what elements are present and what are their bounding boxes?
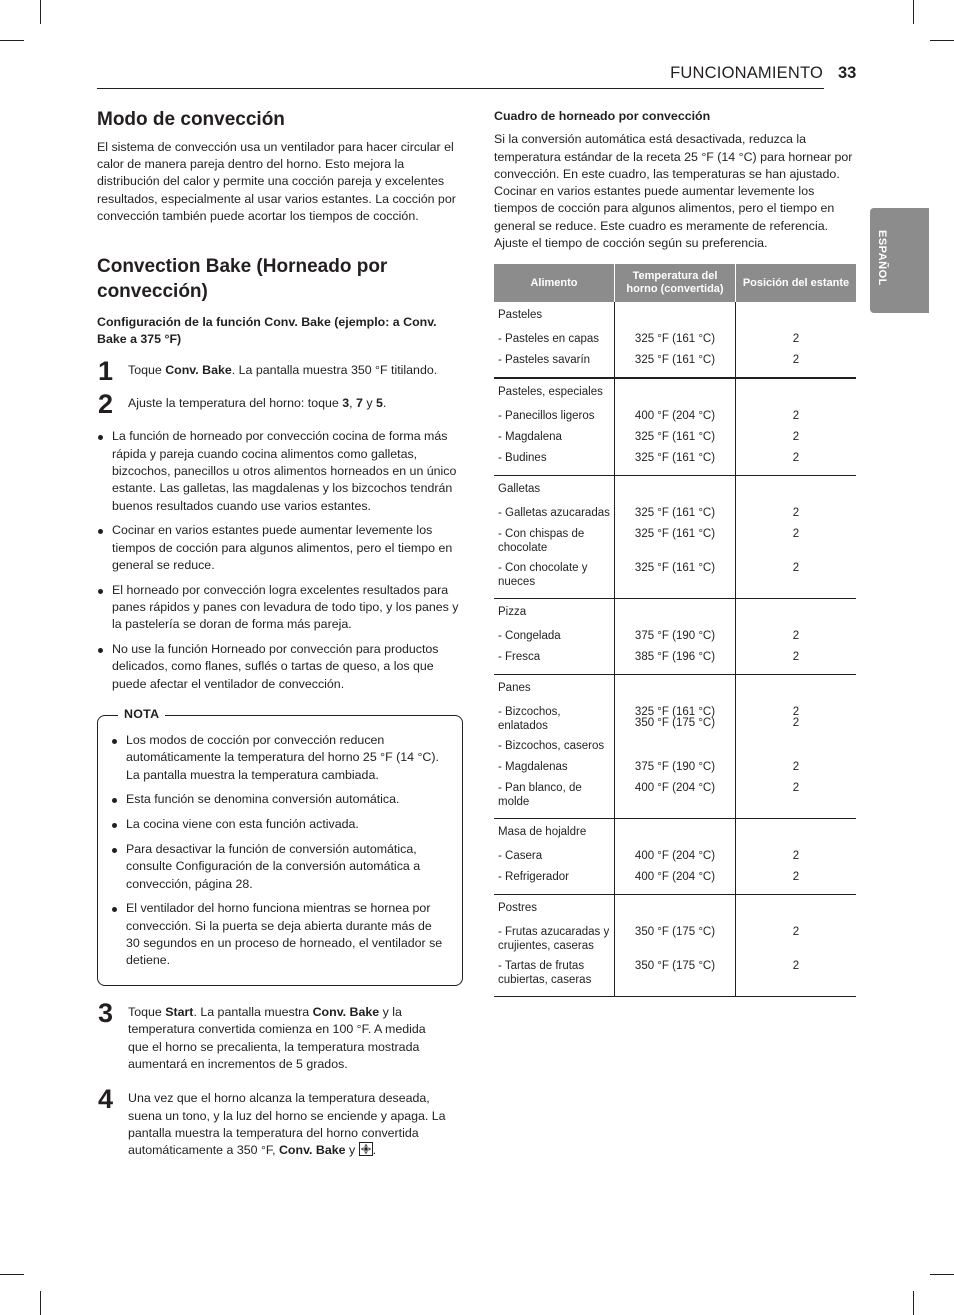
rack-value: 2 (792, 926, 800, 939)
food-cell (494, 675, 615, 819)
food-item: - Tartas de frutas cubiertas, caseras (498, 960, 592, 986)
rack-value: 2 (792, 410, 800, 423)
step-text: Toque Start. La pantalla muestra Conv. Bake y la temperatura convertida comienza en 100 °F. A medida que el horno se precalienta, la temperatura mostrada aumentará en incrementos de 5 grados. (128, 1005, 426, 1071)
intro-paragraph: El sistema de convección usa un ventilador para hacer circular el calor de manera pareja dentro del horno. Esto mejora la distribución del calor y permite una cocción pareja y excelentes resultados, especialmente al usar varios estantes. La cocción por convección también puede acortar los tiempos de cocción. (97, 139, 456, 223)
table-row (494, 302, 856, 378)
food-cell (494, 895, 615, 997)
rack-cell (736, 675, 857, 819)
rack-cell (736, 599, 857, 675)
temperature-value (615, 736, 735, 757)
food-item: - Galletas azucaradas (498, 507, 610, 520)
col-header-temp: Temperatura del horno (convertida) (615, 264, 736, 302)
temperature-cell (615, 895, 736, 997)
step-number: 1 (98, 355, 113, 386)
crop-mark (40, 0, 41, 24)
temperature-cell (615, 819, 736, 895)
food-item: - Pasteles en capas (498, 333, 600, 346)
temperature-value: 325 °F (161 °C) (634, 528, 716, 541)
section-title: FUNCIONAMIENTO (670, 64, 823, 82)
food-item: - Fresca (498, 651, 541, 664)
food-item: - Congelada (498, 630, 561, 643)
food-cell (494, 599, 615, 675)
temperature-value: 350 °F (175 °C) (634, 926, 716, 939)
food-item: - Pasteles savarín (498, 354, 591, 367)
temperature-value: 325 °F (161 °C) (634, 562, 716, 575)
temperature-value: 385 °F (196 °C) (634, 651, 716, 664)
food-item: - Con chocolate y nueces (498, 562, 588, 588)
bullet-item: La función de horneado por convección cocina de forma más rápida y pareja cuando cocina alimentos como galletas, bizcochos, panecillos u otros alimentos horneados en un único estante. Las galletas, las magdalenas y los bizcochos tendrán buenos resultados cuando use varios estantes. (97, 428, 463, 514)
temperature-value: 375 °F (190 °C) (634, 630, 716, 643)
crop-mark (930, 40, 954, 41)
table-row (494, 378, 856, 476)
food-item: - Magdalenas (498, 761, 568, 774)
temperature-cell (615, 675, 736, 819)
rack-cell (736, 819, 857, 895)
food-cell (494, 302, 615, 378)
food-item: - Budines (498, 452, 547, 465)
rack-value: 2 (792, 871, 800, 884)
heading-convection-mode: Modo de convección (97, 109, 285, 130)
crop-mark (930, 1274, 954, 1275)
food-item: - Bizcochos, enlatados (498, 706, 561, 732)
crop-mark (40, 1291, 41, 1315)
temperature-value: 400 °F (204 °C) (634, 782, 716, 795)
food-item: - Con chispas de chocolate (498, 528, 585, 554)
food-category: Galletas (498, 483, 541, 496)
step-number: 2 (98, 389, 113, 420)
step-text: Una vez que el horno alcanza la temperatura deseada, suena un tono, y la luz del horno se enciende y apaga. La pantalla muestra la temperatura del horno convertida automáticamente a 350 °F, Conv. Bake y . (128, 1091, 446, 1158)
temperature-value: 325 °F (161 °C) (634, 706, 716, 719)
convection-icon (359, 1142, 373, 1156)
note-item: Esta función se denomina conversión automática. (111, 791, 448, 808)
note-item: El ventilador del horno funciona mientras se hornea por convección. Si la puerta se deja abierta durante más de 30 segundos en un proceso de horneado, el ventilador se detiene. (111, 900, 448, 969)
rack-value: 2 (792, 960, 800, 973)
table-row (494, 819, 856, 895)
temperature-value: 325 °F (161 °C) (634, 452, 716, 465)
col-header-food: Alimento (494, 264, 615, 302)
food-item: - Panecillos ligeros (498, 410, 595, 423)
temperature-cell (615, 378, 736, 476)
rack-value: 2 (792, 507, 800, 520)
food-item: - Bizcochos, caseros (498, 740, 605, 753)
rack-value: 2 (792, 630, 800, 643)
bullet-item: Cocinar en varios estantes puede aumentar levemente los tiempos de cocción para algunos alimentos, pero el tiempo en general se reduce. (97, 522, 463, 574)
table-row (494, 476, 856, 599)
food-item: - Casera (498, 850, 543, 863)
step-1 (97, 355, 463, 386)
food-item: - Frutas azucaradas y crujientes, caseras (498, 926, 610, 952)
rack-value: 2 (792, 562, 800, 575)
step-number: 3 (98, 998, 113, 1029)
temperature-cell (615, 599, 736, 675)
temperature-value: 400 °F (204 °C) (634, 871, 716, 884)
food-cell (494, 378, 615, 476)
rack-value (736, 736, 856, 757)
rack-value: 2 (792, 452, 800, 465)
food-category: Pasteles (498, 309, 543, 322)
rack-value: 2 (792, 333, 800, 346)
rack-value: 2 (792, 782, 800, 795)
note-label: NOTA (118, 707, 165, 721)
step-4 (97, 1084, 463, 1159)
temperature-cell (615, 476, 736, 599)
note-bullets (111, 732, 448, 970)
page-number: 33 (838, 64, 857, 82)
chart-intro: Si la conversión automática está desactivada, reduzca la temperatura estándar de la receta 25 °F (14 °C) para hornear por convección. En este cuadro, las temperaturas se han ajustado. Cocinar en varios estantes puede aumentar levemente los tiempos de cocción para algunos alimentos, pero el tiempo en general se reduce. Este cuadro es meramente de referencia. Ajuste el tiempo de cocción según su preferencia. (494, 132, 853, 251)
rack-value: 2 (792, 651, 800, 664)
food-item: - Magdalena (498, 431, 562, 444)
food-category: Masa de hojaldre (498, 826, 587, 839)
baking-table (494, 264, 856, 997)
rack-value: 2 (792, 354, 800, 367)
temperature-value: 350 °F (175 °C) (634, 717, 716, 730)
temperature-value: 400 °F (204 °C) (634, 850, 716, 863)
temperature-value: 325 °F (161 °C) (634, 354, 716, 367)
food-cell (494, 819, 615, 895)
food-category: Postres (498, 902, 537, 915)
rack-value: 2 (792, 761, 800, 774)
table-row (494, 599, 856, 675)
note-item: Los modos de cocción por convección reducen automáticamente la temperatura del horno 25 °F (14 °C). La pantalla muestra la temperatura cambiada. (111, 732, 448, 784)
temperature-value: 325 °F (161 °C) (634, 333, 716, 346)
rack-cell (736, 302, 857, 378)
food-item: - Pan blanco, de molde (498, 782, 582, 808)
step-text: Ajuste la temperatura del horno: toque 3, 7 y 5. (128, 396, 387, 411)
rack-value: 2 (792, 850, 800, 863)
rack-cell (736, 476, 857, 599)
table-row (494, 895, 856, 997)
language-tab (870, 208, 929, 313)
rack-cell (736, 895, 857, 997)
heading-convection-bake: Convection Bake (Horneado por convección) (97, 256, 388, 303)
crop-mark (0, 1274, 24, 1275)
language-tab-label: ESPAÑOL (876, 230, 888, 286)
food-category: Pasteles, especiales (498, 386, 603, 399)
food-category: Panes (498, 682, 531, 695)
crop-mark (913, 0, 914, 24)
rack-value: 2 (792, 528, 800, 541)
step-3 (97, 998, 463, 1073)
table-row (494, 675, 856, 819)
rack-value: 2 (792, 706, 800, 719)
col-header-rack: Posición del estante (736, 264, 857, 302)
note-item: La cocina viene con esta función activada. (111, 816, 448, 833)
rack-cell (736, 378, 857, 476)
config-heading: Configuración de la función Conv. Bake (ejemplo: a Conv. Bake a 375 °F) (97, 315, 437, 347)
step-2 (97, 389, 463, 420)
note-item: Para desactivar la función de conversión automática, consulte Configuración de la conversión automática a convección, página 28. (111, 841, 448, 893)
left-column (97, 108, 463, 1159)
bullet-item: No use la función Horneado por convección para productos delicados, como flanes, suflés o tartas de queso, a los que puede afectar el ventilador de convección. (97, 641, 463, 693)
bullet-item: El horneado por convección logra excelentes resultados para panes rápidos y panes con levadura de todo tipo, y los panes y la pastelería se doran de forma más pareja. (97, 582, 463, 634)
temperature-value: 400 °F (204 °C) (634, 410, 716, 423)
temperature-value: 325 °F (161 °C) (634, 507, 716, 520)
chart-heading: Cuadro de horneado por convección (494, 109, 711, 123)
table-header-row (494, 264, 856, 302)
feature-bullets (97, 428, 463, 693)
header-rule (97, 88, 824, 89)
temperature-value: 325 °F (161 °C) (634, 431, 716, 444)
rack-value: 2 (792, 431, 800, 444)
temperature-value: 350 °F (175 °C) (634, 960, 716, 973)
temperature-value: 375 °F (190 °C) (634, 761, 716, 774)
right-column (494, 108, 857, 997)
temperature-cell (615, 302, 736, 378)
crop-mark (0, 40, 24, 41)
step-text: Toque Conv. Bake. La pantalla muestra 350 °F titilando. (128, 362, 438, 377)
note-box (97, 707, 463, 986)
step-number: 4 (98, 1084, 113, 1115)
food-category: Pizza (498, 606, 527, 619)
food-item: - Refrigerador (498, 871, 569, 884)
food-cell (494, 476, 615, 599)
rack-value: 2 (792, 717, 800, 730)
crop-mark (913, 1291, 914, 1315)
